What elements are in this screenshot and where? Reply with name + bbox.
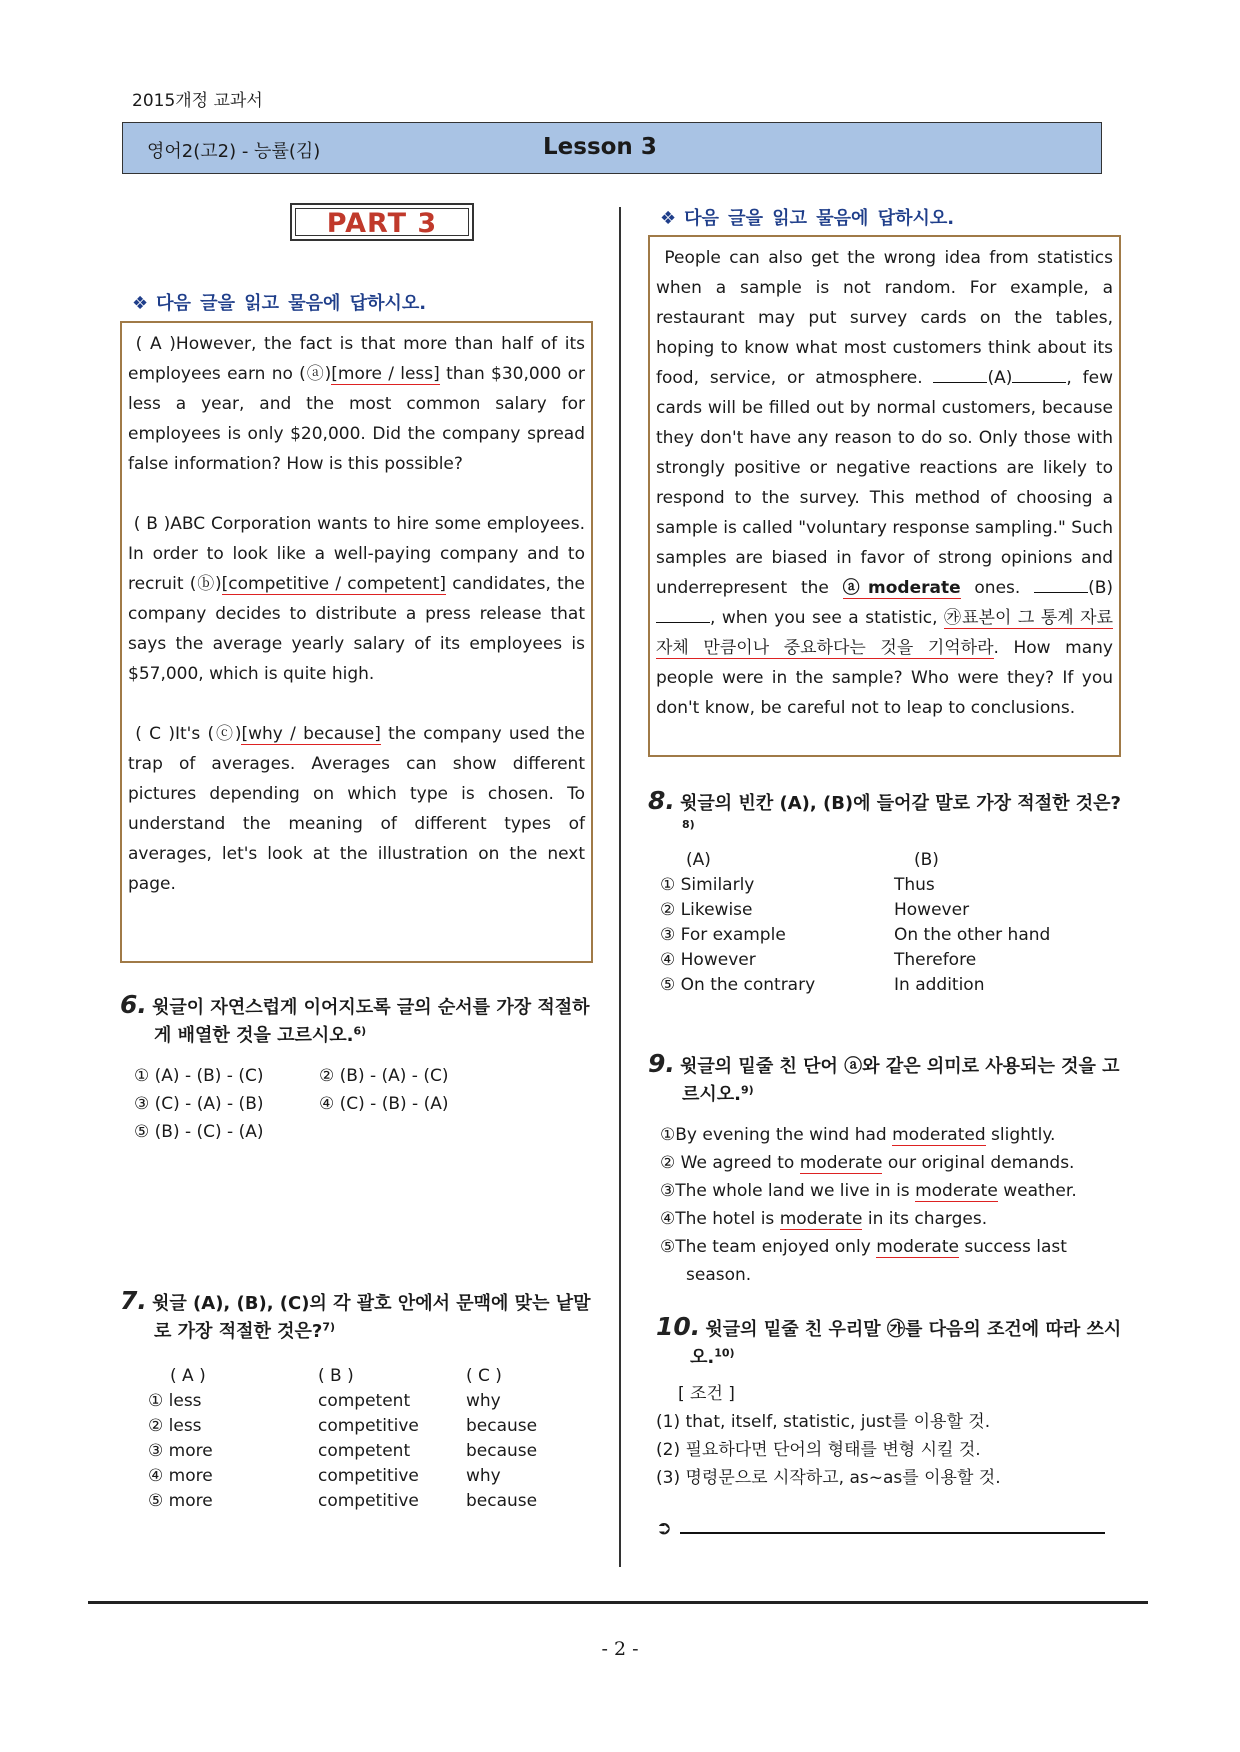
question-8: 8. 윗글의 빈칸 (A), (B)에 들어갈 말로 가장 적절한 것은?$^{8)}$ (A) (B) ① Similarly Thus ② Likewise However ③ For example On the other hand ④ However Therefore ⑤ On the contrary In addition: [648, 786, 1128, 1000]
course-label: 영어2(고2) - 능률(김): [147, 141, 321, 162]
question-10: 10. 윗글의 밑줄 친 우리말 ㉮를 다음의 조건에 따라 쓰시오.$^{10)}$ [ 조건 ] (1) that, itself, statistic, just를 이용할 것. (2) 필요하다면 단어의 형태를 변형 시킬 것. (3) 명령문으로 시작하고, as~as를 이용할 것. ➲: [648, 1312, 1128, 1539]
answer-line[interactable]: [648, 1514, 1128, 1539]
left-instruction: [132, 289, 426, 315]
option-3[interactable]: ③The whole land we live in is moderate weather.: [660, 1181, 1077, 1201]
answer-blank[interactable]: [680, 1514, 1105, 1534]
option-4[interactable]: ④The hotel is moderate in its charges.: [660, 1209, 988, 1229]
option-row[interactable]: ④ more competitive why: [148, 1466, 501, 1486]
choice-a-underline: [more / less]: [331, 364, 440, 384]
option-row[interactable]: ① Similarly Thus: [660, 875, 935, 896]
textbook-label: 2015개정 교과서: [132, 91, 263, 111]
option-1[interactable]: ①By evening the wind had moderated slightly.: [660, 1125, 1056, 1145]
question-number: 9.: [648, 1049, 675, 1078]
answer-table: (A) (B) ① Similarly Thus ② Likewise However ③ For example On the other hand ④ However Therefore ⑤ On the contrary In addition: [660, 850, 1050, 1000]
choice-b-underline: [competitive / competent]: [221, 574, 447, 594]
option-row[interactable]: ② Likewise However: [660, 900, 970, 921]
option-row[interactable]: ① less competent why: [148, 1391, 501, 1411]
question-number: 6.: [120, 990, 147, 1019]
option-5[interactable]: ⑤The team enjoyed only moderate success last season.: [660, 1237, 1067, 1285]
diamond-icon: ❖: [660, 208, 677, 229]
diamond-icon: ❖: [132, 293, 149, 314]
paragraph-a: ( A )However, the fact is that more than half of its employees earn no (ⓐ)[more / less] than $30,000 or less a year, and the most common salary for employees is only $20,000. Did the company spread false information? How is this possible?: [128, 334, 585, 474]
question-text: 윗글의 빈칸 (A), (B)에 들어갈 말로 가장 적절한 것은?: [680, 793, 1121, 814]
footer-rule: [88, 1601, 1148, 1604]
option-row[interactable]: ⑤ On the contrary In addition: [660, 975, 985, 996]
left-passage: [120, 321, 593, 963]
question-text: 윗글이 자연스럽게 이어지도록 글의 순서를 가장 적절하게 배열한 것을 고르시오.: [152, 997, 590, 1046]
paragraph-b: ( B )ABC Corporation wants to hire some employees. In order to look like a well-paying company and to recruit (ⓑ)[competitive / competent] candidates, the company decides to distribute a press release that says the average yearly salary of its employees is $57,000, which is quite high.: [128, 514, 586, 684]
option-row[interactable]: ③ For example On the other hand: [660, 925, 1051, 946]
option-4[interactable]: ④ (C) - (B) - (A): [319, 1094, 449, 1114]
blank-a-tail: [1012, 366, 1066, 383]
choice-c-underline: [why / because]: [241, 724, 381, 744]
condition-3: (3) 명령문으로 시작하고, as~as를 이용할 것.: [656, 1468, 1001, 1488]
condition-1: (1) that, itself, statistic, just를 이용할 것.: [656, 1412, 991, 1432]
option-row[interactable]: ② less competitive because: [148, 1416, 538, 1436]
option-row[interactable]: ④ However Therefore: [660, 950, 977, 971]
question-text: 윗글의 밑줄 친 우리말 ㉮를 다음의 조건에 따라 쓰시오.: [690, 1319, 1122, 1368]
instruction-text: 다음 글을 읽고 물음에 답하시오.: [684, 208, 955, 229]
question-number: 8.: [648, 786, 675, 815]
option-row[interactable]: ⑤ more competitive because: [148, 1491, 538, 1511]
lesson-banner: [122, 122, 1102, 174]
answer-table: ( A ) ( B ) ( C ) ① less competent why ② less competitive because ③ more competent because ④ more competitive why ⑤ more competitive because: [148, 1366, 537, 1516]
option-2[interactable]: ② We agreed to moderate our original demands.: [660, 1153, 1075, 1173]
option-row[interactable]: ③ more competent because: [148, 1441, 538, 1461]
page-number: - 2 -: [601, 1638, 639, 1660]
option-1[interactable]: ① (A) - (B) - (C): [134, 1066, 264, 1086]
korean-underline: ㉮표본이 그 통계 자료 자체 만큼이나 중요하다는 것을 기억하라: [656, 608, 1113, 658]
option-2[interactable]: ② (B) - (A) - (C): [319, 1066, 449, 1086]
lesson-title: Lesson 3: [543, 134, 657, 160]
part-title-box: [290, 203, 474, 241]
option-5[interactable]: ⑤ (B) - (C) - (A): [134, 1122, 264, 1142]
question-number: 7.: [120, 1286, 147, 1315]
question-number: 10.: [656, 1312, 701, 1341]
blank-b-tail: [656, 606, 710, 623]
blank-a: [933, 366, 987, 383]
question-9: 9. 윗글의 밑줄 친 단어 ⓐ와 같은 의미로 사용되는 것을 고르시오.$^{9)}$ ①By evening the wind had moderated slightly. ② We agreed to moderate our original demands. ③The whole land we live in is moderate weather. ④The hotel is moderate in its charges. ⑤The team enjoyed only moderate success last season.: [648, 1049, 1128, 1289]
option-3[interactable]: ③ (C) - (A) - (B): [134, 1094, 264, 1114]
paragraph-c: ( C )It's (ⓒ)[why / because] the company used the trap of averages. Averages can show different pictures depending on which type is chosen. To understand the meaning of different types of averages, let's look at the illustration on the next page.: [128, 724, 585, 894]
instruction-text: 다음 글을 읽고 물음에 답하시오.: [156, 293, 427, 314]
condition-2: (2) 필요하다면 단어의 형태를 변형 시킬 것.: [656, 1440, 981, 1460]
condition-title: [ 조건 ]: [678, 1384, 735, 1404]
right-instruction: [660, 204, 954, 230]
column-divider: [619, 207, 621, 1567]
right-passage: People can also get the wrong idea from statistics when a sample is not random. For example, a restaurant may put survey cards on the tables, hoping to know what most customers think about its food, service, or atmosphere. (A) , few cards will be filled out by normal customers, because they don't have any reason to do so. Only those with strongly positive or negative reactions are likely to respond to the survey. This method of choosing a sample is called "voluntary response sampling." Such samples are biased in favor of strong opinions and underrepresent the ⓐmoderate ones. (B), when you see a statistic, ㉮표본이 그 통계 자료 자체 만큼이나 중요하다는 것을 기억하라. How many people were in the sample? Who were they? If you don't know, be careful not to leap to conclusions.: [648, 235, 1121, 757]
question-6: 6. 윗글이 자연스럽게 이어지도록 글의 순서를 가장 적절하게 배열한 것을 고르시오.$^{6)}$ ① (A) - (B) - (C) ② (B) - (A) - (C) ③ (C) - (A) - (B) ④ (C) - (B) - (A) ⑤ (B) - (C) - (A): [120, 990, 590, 1142]
part-title: PART 3: [295, 208, 469, 236]
moderate-underline: ⓐmoderate: [842, 578, 961, 598]
question-text: 윗글의 밑줄 친 단어 ⓐ와 같은 의미로 사용되는 것을 고르시오.: [680, 1056, 1120, 1105]
question-7: 7. 윗글 (A), (B), (C)의 각 괄호 안에서 문맥에 맞는 낱말로 가장 적절한 것은?$^{7)}$ ( A ) ( B ) ( C ) ① less competent why ② less competitive because ③ more competent because ④ more competitive why ⑤ more competitive because: [120, 1286, 598, 1516]
arrow-icon: ➲: [656, 1517, 672, 1539]
blank-b: [1034, 576, 1088, 593]
question-text: 윗글 (A), (B), (C)의 각 괄호 안에서 문맥에 맞는 낱말로 가장 적절한 것은?: [152, 1293, 591, 1342]
